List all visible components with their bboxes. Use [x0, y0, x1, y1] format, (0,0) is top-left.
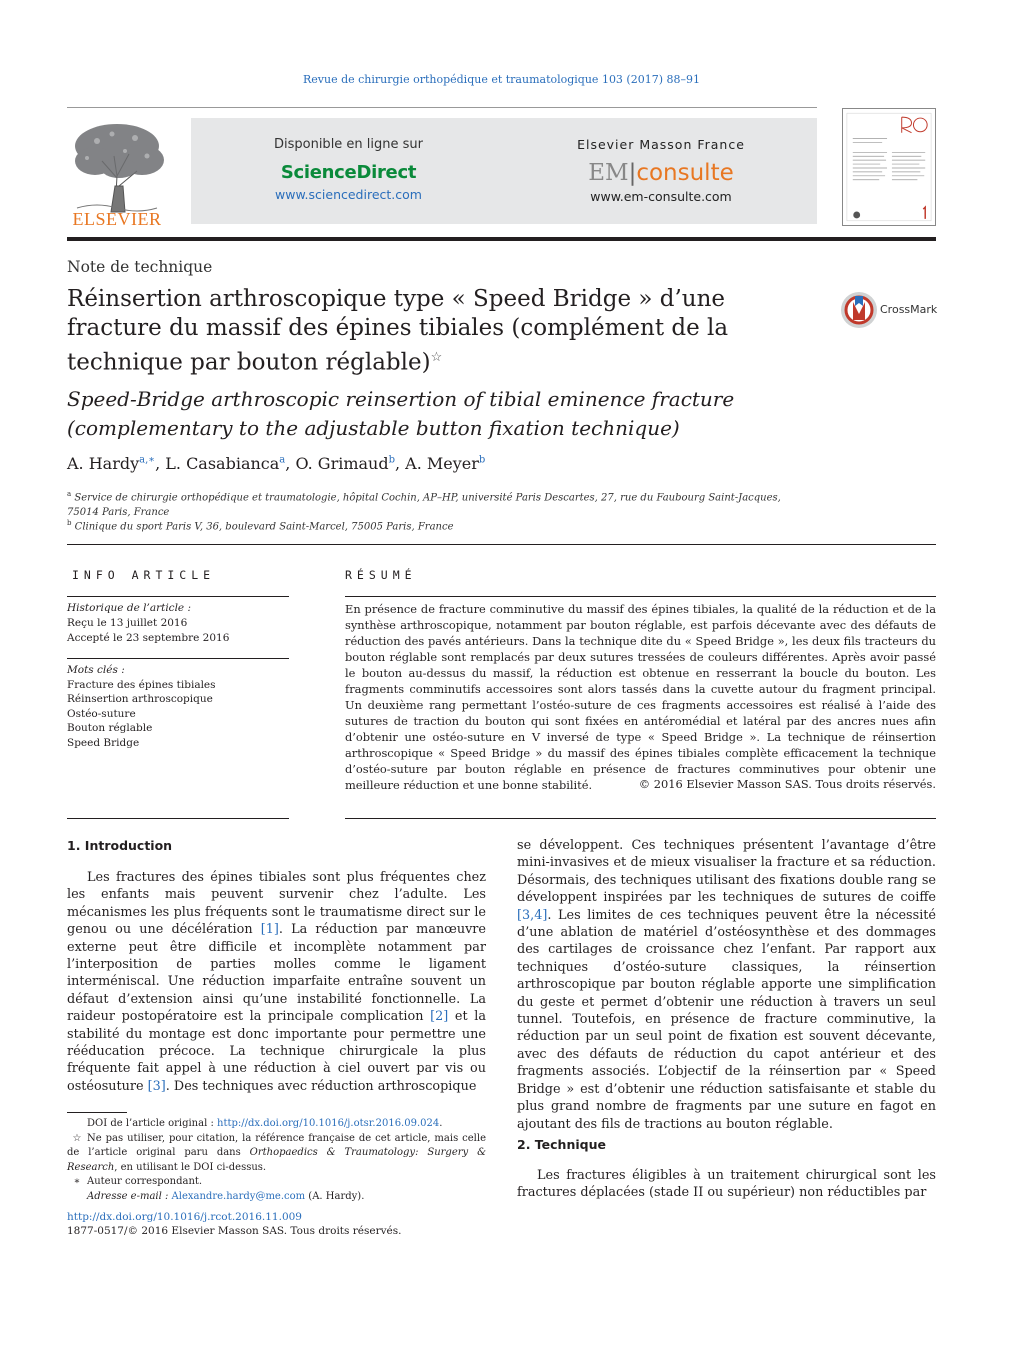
text-run: . Les limites de ces techniques peuvent être la nécessité d’une ablation de matériel d’ostéosynthèse et des dommages des cartilages de croissance chez l’enfant. Par rapport aux techniques d’ostéo-suture classiques, la réinsertion arthroscopique par bouton réglable apporte une simplification du geste et permet d’obtenir une réduction à travers un seul tunnel. Toutefois, en présence de fracture comminutive, la réduction par un seul point de fixation est souvent décevante, avec des défauts de réduction du capot antérieur et des fragments associés. L’objectif de la réinsertion par « Speed Bridge » est d’obtenir une réduction satisfaisante et stable du plus grand nombre de fragments par une suture en fagot en ajoutant des fils de tractions au bouton réglable. — [517, 907, 936, 1132]
sciencedirect-link[interactable]: www.sciencedirect.com — [275, 187, 422, 202]
text-run: . La réduction par manœuvre externe peut être difficile et incomplète notamment par l’interposition de parties molles comme le ligament interméniscal. Une réduction imparfaite entraîne souvent un défaut d’extension ainsi qu’une instabilité fonctionnelle. La raideur postopératoire est la principale complication — [67, 922, 487, 1025]
keyword: Speed Bridge — [67, 736, 140, 749]
keyword: Fracture des épines tibiales — [67, 678, 216, 691]
footnote-star-mark: ☆ — [72, 1132, 82, 1144]
text-run: se développent. Ces techniques présentent l’avantage d’être mini-invasives et de mieux visualiser la fracture et sa réduction. Désormais, des techniques utilisant des fixations double rang se développent inspirées par les techniques de sutures de coiffe — [517, 838, 936, 906]
citation-link[interactable]: [3,4] — [517, 907, 548, 923]
keyword: Ostéo-suture — [67, 707, 136, 720]
title-footnote-mark[interactable]: ☆ — [430, 350, 443, 365]
paragraph: Les fractures éligibles à un traitement chirurgical sont les fractures déplacées (stade II ou supérieur) non réductibles par — [517, 1168, 936, 1201]
affiliation-mark: a — [67, 490, 72, 498]
keywords-block — [67, 663, 216, 750]
sd-available-text: Disponible en ligne sur — [273, 137, 424, 152]
header-thick-rule — [67, 237, 936, 241]
affiliation-text: Service de chirurgie orthopédique et traumatologie, hôpital Cochin, AP–HP, université Paris Descartes, 27, rue du Faubourg Saint-Jacques, 75014 Paris, France — [67, 492, 781, 519]
crossmark-label[interactable]: CrossMark — [880, 303, 938, 316]
article-subtitle: Speed-Bridge arthroscopic reinsertion of tibial eminence fracture (complementary to the adjustable button fixation technique) — [67, 387, 735, 440]
article-history — [67, 601, 229, 646]
keyword: Réinsertion arthroscopique — [67, 693, 213, 705]
author-affil-link[interactable]: a,∗ — [139, 454, 156, 466]
em-logo-bar: | — [628, 160, 637, 186]
footnote-star — [67, 1132, 486, 1176]
em-logo-em: EM — [588, 160, 629, 186]
keyword: Bouton réglable — [67, 722, 153, 734]
author-affil-link[interactable]: a — [279, 454, 286, 466]
info-rule — [67, 658, 289, 659]
affiliation-text: Clinique du sport Paris V, 36, boulevard Saint-Marcel, 75005 Paris, France — [74, 521, 454, 533]
text-run: Auteur correspondant. — [87, 1176, 203, 1187]
info-rule — [67, 596, 289, 597]
citation-link[interactable]: [3] — [147, 1078, 166, 1094]
footnote-corresponding — [67, 1175, 486, 1190]
journal-cover-thumbnail[interactable] — [842, 108, 936, 226]
text-run: . Des techniques avec réduction arthroscopique — [165, 1078, 477, 1094]
footnote-rule — [67, 1112, 127, 1113]
header-divider — [67, 107, 817, 108]
email-label: Adresse e-mail : — [87, 1190, 172, 1202]
text-run: et la stabilité du montage est donc importante pour permettre une rééducation précoce. La technique chirurgicale la plus fréquente fait appel à une réduction à ciel ouvert par vis ou ostéosuture — [67, 1009, 486, 1094]
emconsulte-logo — [521, 160, 801, 186]
author-separator: , — [155, 454, 166, 473]
availability-banner — [191, 118, 817, 224]
emconsulte-block — [521, 118, 801, 224]
affiliation-mark: b — [67, 519, 72, 527]
text-run: , en utilisant le DOI ci-dessus. — [114, 1161, 267, 1173]
footnote-doi — [67, 1117, 486, 1132]
text-run: . — [439, 1118, 443, 1129]
section-divider — [67, 544, 936, 545]
resume-rule — [345, 818, 936, 819]
resume-heading: RÉSUMÉ — [345, 568, 417, 582]
author-affil-link[interactable]: b — [388, 454, 395, 466]
section-heading-technique: 2. Technique — [517, 1137, 606, 1152]
article-title — [67, 285, 827, 378]
article-type: Note de technique — [67, 258, 213, 276]
article-title-text: Réinsertion arthroscopique type « Speed Bridge » d’une fracture du massif des épines tibiales (complément de la technique par bouton réglable) — [67, 286, 729, 376]
sciencedirect-block — [221, 118, 476, 224]
citation-link[interactable]: [2] — [430, 1009, 449, 1025]
body-column-right — [517, 837, 936, 1133]
em-logo-consulte: consulte — [636, 160, 734, 186]
history-label: Historique de l’article : — [67, 602, 192, 614]
author-list — [67, 454, 485, 473]
footnote-email — [67, 1190, 486, 1205]
citation-link[interactable]: [1] — [260, 922, 279, 938]
footnote-corr-mark: ∗ — [73, 1176, 81, 1187]
affiliation — [67, 516, 807, 534]
keywords-label: Mots clés : — [67, 664, 125, 676]
author-separator: , — [395, 454, 406, 473]
footnotes — [67, 1117, 486, 1204]
abstract-copyright: © 2016 Elsevier Masson SAS. Tous droits réservés. — [638, 777, 936, 791]
elsevier-tree-logo — [67, 116, 167, 228]
text-run: Les fractures des épines tibiales sont plus fréquentes chez les enfants mais peuvent survenir chez l’adulte. Les mécanismes les plus fréquents sont le traumatisme direct sur le genou ou une décélération — [67, 870, 486, 938]
body-column-left — [67, 869, 486, 1095]
emconsulte-link[interactable]: www.em-consulte.com — [590, 189, 732, 204]
author-name: O. Grimaud — [295, 454, 389, 473]
paragraph — [517, 837, 936, 1133]
body-column-right-technique — [517, 1167, 936, 1202]
text-run: Ne pas utiliser, pour citation, la référence française de cet article, mais celle de l’article original paru dans — [67, 1132, 486, 1158]
info-article-heading: INFO ARTICLE — [72, 568, 216, 582]
issn-copyright: 1877-0517/© 2016 Elsevier Masson SAS. Tous droits réservés. — [67, 1225, 402, 1237]
original-doi-link[interactable]: http://dx.doi.org/10.1016/j.otsr.2016.09.024 — [217, 1118, 440, 1129]
article-doi-link[interactable]: http://dx.doi.org/10.1016/j.rcot.2016.11.009 — [67, 1211, 302, 1223]
email-link[interactable]: Alexandre.hardy@me.com — [171, 1190, 306, 1202]
doi-label: DOI de l’article original : — [87, 1118, 217, 1129]
resume-rule — [345, 596, 936, 597]
journal-citation-link[interactable]: Revue de chirurgie orthopédique et traumatologique 103 (2017) 88–91 — [303, 73, 700, 86]
author-name: L. Casabianca — [165, 454, 280, 473]
author-separator: , — [285, 454, 296, 473]
section-heading-introduction: 1. Introduction — [67, 838, 173, 853]
info-rule — [67, 818, 289, 819]
sciencedirect-logo: ScienceDirect — [280, 162, 417, 183]
journal-name: Orthopaedics & Traumatology: Surgery & Research — [67, 1147, 487, 1173]
accepted-date: Accepté le 23 septembre 2016 — [67, 632, 230, 644]
abstract-text: En présence de fracture comminutive du massif des épines tibiales, la qualité de la réduction et de la synthèse arthroscopique, notamment par bouton réglable, est parfois décevante avec des défauts de réduction des pavés antérieurs. Dans la technique dite du « Speed Bridge », les deux fils tracteurs du bouton réglable sont remplacés par deux sutures tressées de couleurs différentes. Après avoir passé le bouton au-dessus du massif, la réduction est obtenue en resserrant la boucle du bouton. Les fragments comminutifs accessoires sont alors tassés dans la cuvette autour du fragment principal. Un deuxième rang permettant l’ostéo-suture de ces fragments accessoires est réalisé à l’aide des sutures de traction du bouton qui sont fixées en antéromédial et latéral par des ancres nues afin d’obtenir une ostéo-suture en V inversé de type « Speed Bridge ». La technique de réinsertion arthroscopique « Speed Bridge » du massif des épines tibiales complète efficacement la technique d’ostéo-suture par bouton réglable en présence de fractures comminutives pour obtenir une meilleure réduction et une bonne stabilité. — [345, 602, 936, 792]
text-run: (A. Hardy). — [305, 1190, 365, 1202]
author-affil-link[interactable]: b — [478, 454, 486, 466]
author-name: A. Meyer — [405, 454, 479, 473]
paragraph — [67, 869, 486, 1095]
em-publisher-text: Elsevier Masson France — [577, 137, 745, 152]
elsevier-wordmark: ELSEVIER — [72, 209, 162, 228]
author-name: A. Hardy — [67, 454, 140, 473]
received-date: Reçu le 13 juillet 2016 — [67, 617, 188, 629]
